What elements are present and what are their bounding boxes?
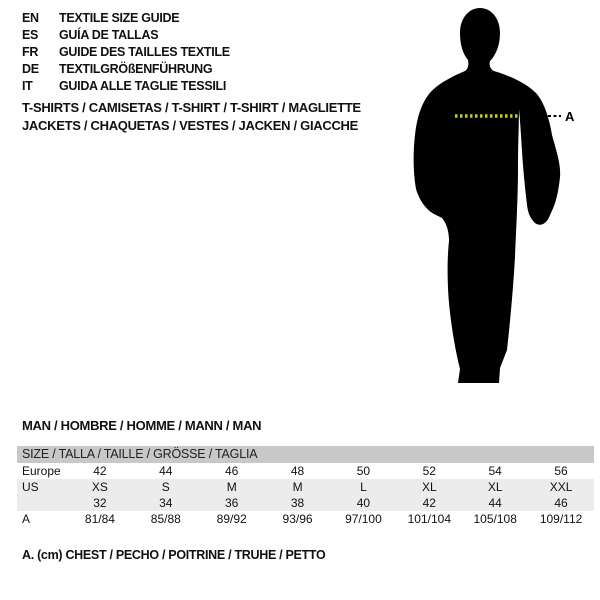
size-cell: M: [292, 480, 303, 494]
language-title: GUIDA ALLE TAGLIE TESSILI: [59, 79, 227, 93]
man-silhouette: [414, 8, 561, 383]
size-cell: 89/92: [216, 512, 247, 526]
size-cell: 44: [488, 496, 502, 510]
size-cell: 38: [290, 496, 305, 510]
size-cell: 44: [159, 464, 173, 478]
size-cell: 32: [93, 496, 107, 510]
category-jackets: JACKETS / CHAQUETAS / VESTES / JACKEN / GIACCHE: [22, 118, 358, 133]
category-tshirts: T-SHIRTS / CAMISETAS / T-SHIRT / T-SHIRT / MAGLIETTE: [22, 100, 361, 115]
language-title: TEXTILE SIZE GUIDE: [59, 11, 180, 25]
size-cell: 101/104: [407, 512, 451, 526]
measurement-footnote: A. (cm) CHEST / PECHO / POITRINE / TRUHE / PETTO: [22, 548, 326, 562]
language-title: GUÍA DE TALLAS: [59, 28, 159, 42]
size-cell: 50: [356, 464, 371, 478]
language-row: [22, 61, 230, 78]
language-code: DE: [22, 62, 39, 76]
language-list: [22, 10, 230, 95]
size-table: [17, 446, 594, 527]
size-cell: 46: [554, 496, 568, 510]
language-code: ES: [22, 28, 39, 42]
size-cell: L: [360, 480, 367, 494]
size-cell: 40: [356, 496, 371, 510]
size-cell: 56: [554, 464, 568, 478]
table-row-us: [17, 479, 594, 495]
size-cell: 42: [422, 496, 436, 510]
man-silhouette-figure: [408, 5, 580, 390]
language-title: GUIDE DES TAILLES TEXTILE: [59, 45, 230, 59]
language-row: [22, 10, 230, 27]
row-label: Europe: [22, 464, 61, 478]
row-label: [17, 495, 67, 511]
language-code: FR: [22, 45, 39, 59]
row-label: A: [22, 512, 31, 526]
size-cell: 109/112: [539, 512, 583, 526]
size-cell: 42: [93, 464, 107, 478]
size-cell: XXL: [549, 480, 573, 494]
row-label: US: [22, 480, 39, 494]
language-row: [22, 78, 230, 95]
size-cell: 85/88: [150, 512, 181, 526]
language-row: [22, 44, 230, 61]
table-row-europe: [17, 463, 594, 479]
size-cell: XL: [421, 480, 437, 494]
language-code: EN: [22, 11, 39, 25]
size-cell: 48: [290, 464, 305, 478]
size-cell: 97/100: [345, 512, 382, 526]
size-cell: S: [161, 480, 170, 494]
garment-categories: [22, 99, 361, 135]
size-cell: 81/84: [84, 512, 115, 526]
table-row-us-numeric: [17, 495, 594, 511]
section-title-man: MAN / HOMBRE / HOMME / MANN / MAN: [22, 418, 262, 433]
size-cell: 34: [159, 496, 173, 510]
table-row-chest-cm: [17, 511, 594, 527]
size-cell: XL: [487, 480, 503, 494]
size-cell: 54: [488, 464, 502, 478]
size-cell: XS: [91, 480, 108, 494]
size-cell: 52: [422, 464, 436, 478]
size-cell: 93/96: [282, 512, 313, 526]
size-table-header: SIZE / TALLA / TAILLE / GRÖSSE / TAGLIA: [17, 446, 594, 463]
size-cell: 46: [225, 464, 239, 478]
size-cell: 36: [225, 496, 239, 510]
measurement-a-label: A: [565, 109, 575, 124]
language-row: [22, 27, 230, 44]
language-title: TEXTILGRÖßENFÜHRUNG: [59, 62, 213, 76]
size-cell: 105/108: [473, 512, 517, 526]
size-cell: M: [226, 480, 237, 494]
language-code: IT: [22, 79, 33, 93]
